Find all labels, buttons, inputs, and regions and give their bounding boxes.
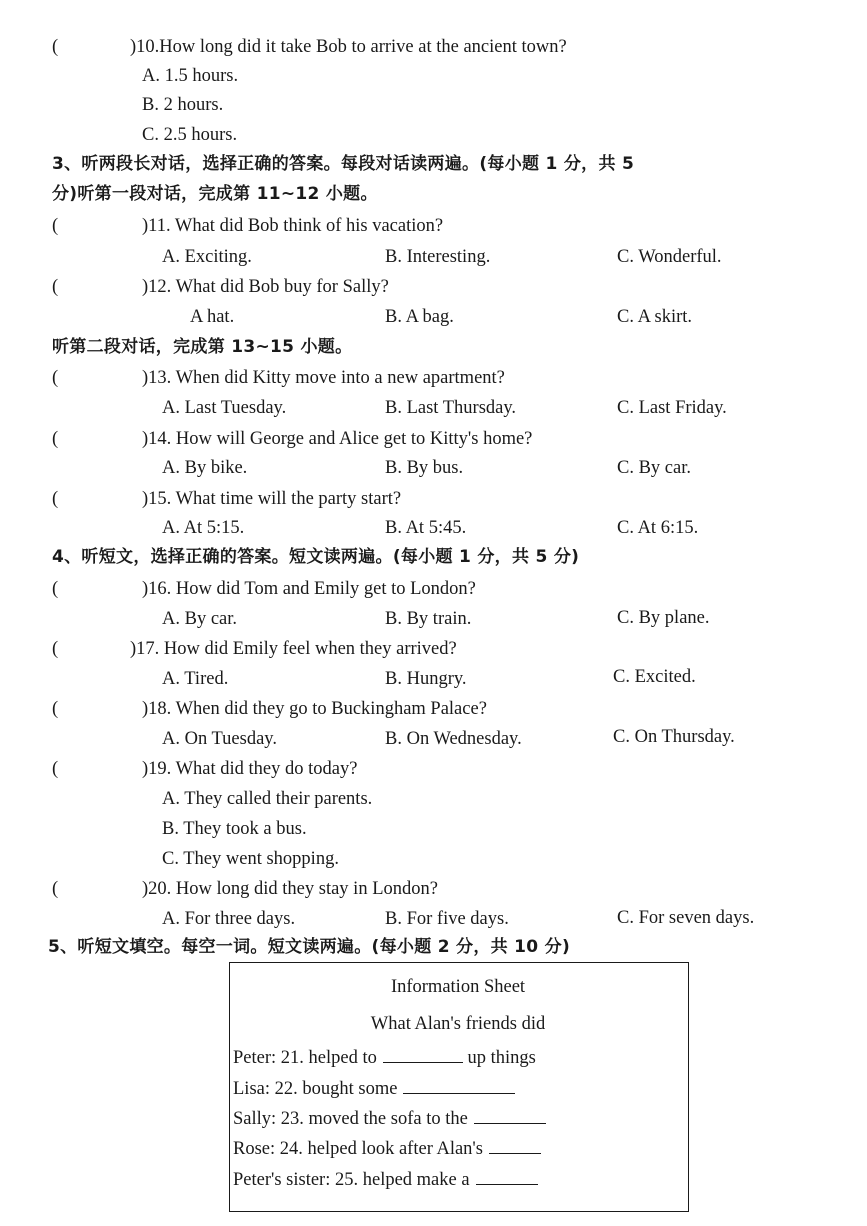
question-14: )14. How will George and Alice get to Kitty's home?: [142, 429, 533, 449]
q10-option-b: B. 2 hours.: [142, 95, 224, 115]
info-sheet-row-23: [233, 1110, 546, 1129]
q19-option-a: A. They called their parents.: [162, 789, 373, 809]
blank-25[interactable]: [476, 1183, 538, 1185]
q11-option-a: A. Exciting.: [162, 247, 252, 267]
q14-option-b: B. By bus.: [385, 458, 464, 478]
answer-paren: (: [52, 216, 59, 236]
answer-paren: (: [52, 579, 59, 599]
q11-option-b: B. Interesting.: [385, 247, 491, 267]
question-13: )13. When did Kitty move into a new apartment?: [142, 368, 505, 388]
q15-option-b: B. At 5:45.: [385, 518, 467, 538]
info-sheet-row-22: [233, 1080, 515, 1099]
blank-24[interactable]: [489, 1152, 541, 1154]
answer-paren: (: [52, 429, 59, 449]
question-10: )10.How long did it take Bob to arrive at the ancient town?: [130, 37, 567, 57]
q18-option-b: B. On Wednesday.: [385, 729, 522, 749]
q12-option-b: B. A bag.: [385, 307, 454, 327]
q15-option-c: C. At 6:15.: [617, 518, 699, 538]
q20-option-b: B. For five days.: [385, 909, 509, 929]
row-25-text: Peter's sister: 25. helped make a: [233, 1170, 470, 1190]
q11-option-c: C. Wonderful.: [617, 247, 722, 267]
answer-paren: (: [52, 699, 59, 719]
answer-paren: (: [52, 37, 59, 57]
row-21-text-after: up things: [467, 1048, 536, 1068]
answer-paren: (: [52, 639, 59, 659]
q10-option-c: C. 2.5 hours.: [142, 125, 238, 145]
section-4-instructions: 4、听短文，选择正确的答案。短文读两遍。(每小题 1 分，共 5 分): [52, 547, 580, 567]
q19-option-b: B. They took a bus.: [162, 819, 307, 839]
question-17: )17. How did Emily feel when they arrived?: [130, 639, 457, 659]
info-sheet-title: Information Sheet: [390, 977, 526, 997]
question-16: )16. How did Tom and Emily get to London?: [142, 579, 476, 599]
question-12: )12. What did Bob buy for Sally?: [142, 277, 389, 297]
info-sheet-row-24: [233, 1140, 541, 1159]
q16-option-c: C. By plane.: [617, 608, 710, 628]
question-20: )20. How long did they stay in London?: [142, 879, 438, 899]
answer-paren: (: [52, 759, 59, 779]
answer-paren: (: [52, 277, 59, 297]
blank-22[interactable]: [403, 1092, 515, 1094]
section-5-instructions: 5、听短文填空。每空一词。短文读两遍。(每小题 2 分，共 10 分): [48, 937, 571, 957]
answer-paren: (: [52, 489, 59, 509]
info-sheet-subtitle: What Alan's friends did: [370, 1014, 546, 1034]
blank-21[interactable]: [383, 1061, 463, 1063]
question-11: )11. What did Bob think of his vacation?: [142, 216, 444, 236]
q17-option-c: C. Excited.: [613, 667, 696, 687]
answer-paren: (: [52, 368, 59, 388]
section-3-instructions: 3、听两段长对话，选择正确的答案。每段对话读两遍。(每小题 1 分，共 5: [52, 154, 635, 174]
row-24-text: Rose: 24. helped look after Alan's: [233, 1139, 483, 1159]
section-3-instructions-cont: 分)听第一段对话，完成第 11~12 小题。: [52, 184, 378, 204]
q14-option-a: A. By bike.: [162, 458, 248, 478]
info-sheet-row-21: [233, 1049, 536, 1068]
question-18: )18. When did they go to Buckingham Palace?: [142, 699, 487, 719]
q10-option-a: A. 1.5 hours.: [142, 66, 239, 86]
q12-option-a: A hat.: [190, 307, 235, 327]
answer-paren: (: [52, 879, 59, 899]
row-21-text: Peter: 21. helped to: [233, 1048, 377, 1068]
row-22-text: Lisa: 22. bought some: [233, 1079, 398, 1099]
q19-option-c: C. They went shopping.: [162, 849, 339, 869]
q18-option-a: A. On Tuesday.: [162, 729, 277, 749]
q17-option-a: A. Tired.: [162, 669, 229, 689]
q17-option-b: B. Hungry.: [385, 669, 467, 689]
q16-option-b: B. By train.: [385, 609, 472, 629]
q18-option-c: C. On Thursday.: [613, 727, 735, 747]
info-sheet-row-25: [233, 1171, 538, 1190]
question-19: )19. What did they do today?: [142, 759, 358, 779]
q15-option-a: A. At 5:15.: [162, 518, 245, 538]
section-3-sub-instructions: 听第二段对话，完成第 13~15 小题。: [52, 337, 353, 357]
q20-option-a: A. For three days.: [162, 909, 296, 929]
q13-option-b: B. Last Thursday.: [385, 398, 517, 418]
blank-23[interactable]: [474, 1122, 546, 1124]
q16-option-a: A. By car.: [162, 609, 238, 629]
q13-option-a: A. Last Tuesday.: [162, 398, 287, 418]
row-23-text: Sally: 23. moved the sofa to the: [233, 1109, 468, 1129]
q20-option-c: C. For seven days.: [617, 908, 755, 928]
q13-option-c: C. Last Friday.: [617, 398, 727, 418]
q14-option-c: C. By car.: [617, 458, 691, 478]
question-15: )15. What time will the party start?: [142, 489, 402, 509]
q12-option-c: C. A skirt.: [617, 307, 693, 327]
